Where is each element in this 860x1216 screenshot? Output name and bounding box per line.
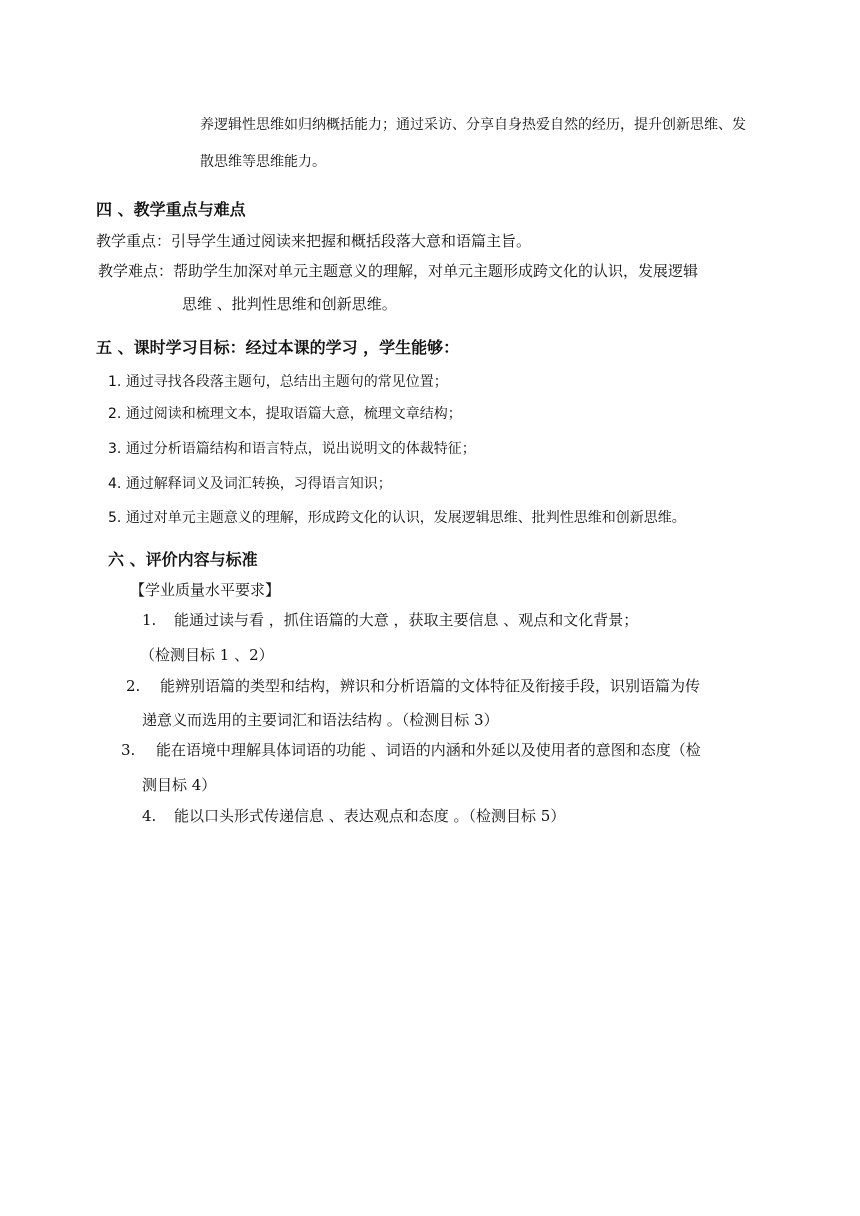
criteria-text: 能以口头形式传递信息 、表达观点和态度 。（检测目标 5）	[174, 807, 566, 825]
paragraph-line: 养逻辑性思维如归纳概括能力；通过采访、分享自身热爱自然的经历，提升创新思维、发	[200, 117, 746, 133]
list-number: 1.	[108, 374, 122, 390]
list-number: 2.	[108, 406, 122, 422]
criteria-text-cont: 递意义而选用的主要词汇和语法结构 。（检测目标 3）	[142, 711, 499, 729]
section-heading: 五 、课时学习目标：经过本课的学习 ，学生能够：	[96, 338, 460, 357]
criteria-text-cont: （检测目标 1 、2）	[140, 646, 274, 664]
criteria-number: 1.	[142, 611, 157, 629]
list-item	[108, 442, 476, 456]
criteria-item	[126, 679, 700, 694]
list-text: 通过解释词义及词汇转换，习得语言知识；	[125, 476, 392, 492]
list-text: 通过对单元主题意义的理解，形成跨文化的认识，发展逻辑思维、批判性思维和创新思维。	[125, 510, 686, 526]
criteria-item	[121, 743, 701, 758]
teaching-difficulty-cont: 思维 、批判性思维和创新思维。	[182, 295, 397, 313]
list-item	[108, 375, 448, 389]
list-number: 4.	[108, 476, 122, 492]
criteria-number: 4.	[142, 807, 157, 825]
criteria-item	[142, 809, 565, 824]
criteria-text: 能在语境中理解具体词语的功能 、词语的内涵和外延以及使用者的意图和态度（检	[156, 741, 701, 759]
list-text: 通过寻找各段落主题句，总结出主题句的常见位置；	[125, 374, 448, 390]
criteria-number: 3.	[121, 741, 136, 759]
sub-heading: 【学业质量水平要求】	[130, 581, 281, 599]
criteria-item	[142, 613, 638, 628]
criteria-text-cont: 测目标 4）	[142, 776, 217, 794]
list-number: 5.	[108, 510, 122, 526]
list-item	[108, 477, 392, 491]
list-item	[108, 407, 462, 421]
list-item	[108, 511, 686, 525]
teaching-difficulty: 教学难点：帮助学生加深对单元主题意义的理解，对单元主题形成跨文化的认识，发展逻辑	[98, 262, 699, 280]
criteria-number: 2.	[126, 677, 141, 695]
paragraph-line: 散思维等思维能力。	[200, 154, 326, 170]
section-heading: 六 、评价内容与标准	[108, 550, 258, 569]
criteria-text: 能通过读与看 ，抓住语篇的大意 ，获取主要信息 、观点和文化背景；	[174, 611, 639, 629]
section-heading: 四 、教学重点与难点	[96, 200, 246, 219]
list-number: 3.	[108, 441, 122, 457]
criteria-text: 能辨别语篇的类型和结构，辨识和分析语篇的文体特征及衔接手段，识别语篇为传	[160, 677, 701, 695]
list-text: 通过分析语篇结构和语言特点，说出说明文的体裁特征；	[125, 441, 476, 457]
teaching-focus: 教学重点：引导学生通过阅读来把握和概括段落大意和语篇主旨。	[96, 232, 532, 250]
list-text: 通过阅读和梳理文本，提取语篇大意，梳理文章结构；	[125, 406, 462, 422]
